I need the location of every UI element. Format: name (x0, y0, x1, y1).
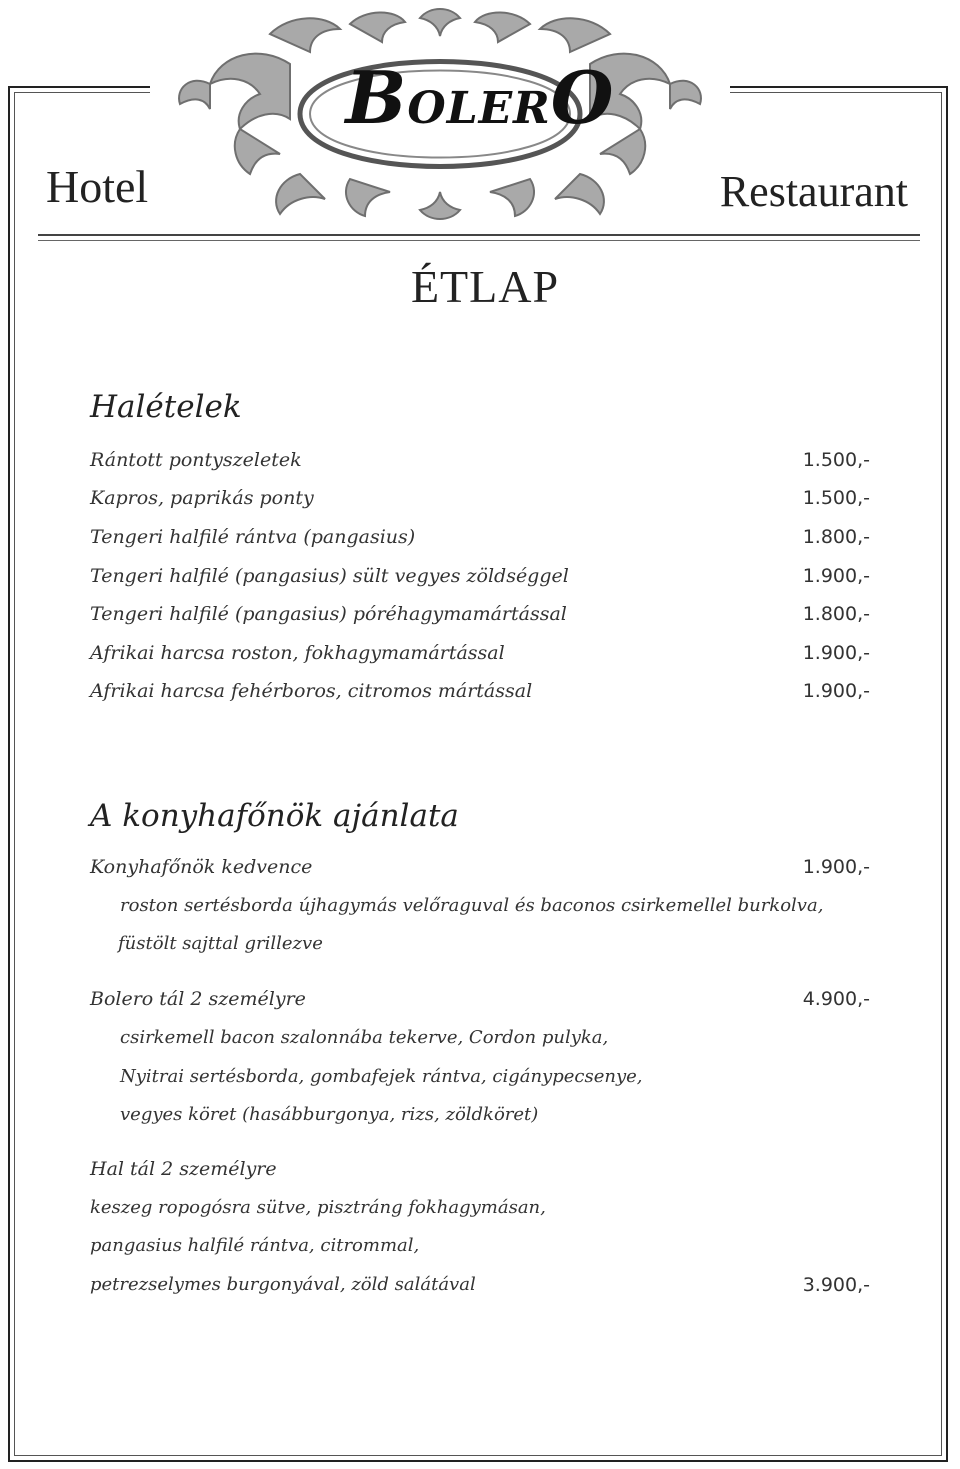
menu-item-price: 1.800,- (802, 526, 870, 548)
menu-item-name: Afrikai harcsa fehérboros, citromos mártással (90, 680, 533, 702)
section-title-haletelek: Halételek (90, 389, 242, 425)
menu-item-name: Afrikai harcsa roston, fokhagymamártással (90, 642, 505, 664)
menu-title: ÉTLAP (410, 261, 560, 312)
menu-item-price: 4.900,- (802, 988, 870, 1010)
menu-item-price: 1.800,- (802, 603, 870, 625)
menu-item (90, 599, 870, 629)
menu-item-name: Tengeri halfilé rántva (pangasius) (90, 526, 416, 548)
menu-item-name: Kapros, paprikás ponty (90, 487, 314, 509)
menu-item (90, 445, 870, 475)
menu-item-name: Bolero tál 2 személyre (90, 988, 306, 1010)
menu-item (90, 561, 870, 591)
menu-item-description: petrezselymes burgonyával, zöld salátával (90, 1274, 476, 1295)
menu-item-price: 1.900,- (802, 642, 870, 664)
menu-item-name: Konyhafőnök kedvence (90, 856, 313, 878)
menu-item-description: füstölt sajttal grillezve (118, 933, 323, 954)
menu-item-description: keszeg ropogósra sütve, pisztráng fokhagymásan, (90, 1197, 546, 1218)
menu-item-name: Tengeri halfilé (pangasius) póréhagymamártással (90, 603, 567, 625)
menu-item-price: 1.500,- (802, 487, 870, 509)
menu-item (90, 852, 870, 882)
menu-item-price: 1.500,- (802, 449, 870, 471)
menu-item-name: Rántott pontyszeletek (90, 449, 302, 471)
logo-middle: OLER (407, 83, 551, 134)
menu-item-price: 1.900,- (802, 680, 870, 702)
menu-item-price: 3.900,- (802, 1274, 870, 1296)
logo-cap-b: B (345, 55, 408, 140)
menu-item (90, 522, 870, 552)
menu-item-price: 1.900,- (802, 565, 870, 587)
bolero-logo (300, 55, 660, 140)
section-title-konyhafonok: A konyhafőnök ajánlata (90, 798, 459, 834)
menu-item-description: vegyes köret (hasábburgonya, rizs, zöldköret) (120, 1104, 539, 1125)
menu-item-price: 1.900,- (802, 856, 870, 878)
logo-cap-o: O (550, 55, 615, 140)
menu-item-description: csirkemell bacon szalonnába tekerve, Cordon pulyka, (120, 1027, 609, 1048)
header-rule-thin (38, 240, 920, 241)
menu-item-description: Nyitrai sertésborda, gombafejek rántva, cigánypecsenye, (120, 1066, 643, 1087)
menu-item (90, 676, 870, 706)
menu-item (90, 638, 870, 668)
menu-item (90, 1154, 870, 1184)
menu-item (90, 1270, 870, 1300)
menu-item-description: pangasius halfilé rántva, citrommal, (90, 1235, 420, 1256)
header-rule (38, 234, 920, 236)
restaurant-label: Restaurant (719, 167, 908, 216)
menu-item-name: Hal tál 2 személyre (90, 1158, 277, 1180)
menu-item (90, 984, 870, 1014)
hotel-label: Hotel (46, 161, 149, 212)
menu-item (90, 483, 870, 513)
menu-item-name: Tengeri halfilé (pangasius) sült vegyes zöldséggel (90, 565, 569, 587)
menu-item-description: roston sertésborda újhagymás velőraguval és baconos csirkemellel burkolva, (120, 895, 824, 916)
